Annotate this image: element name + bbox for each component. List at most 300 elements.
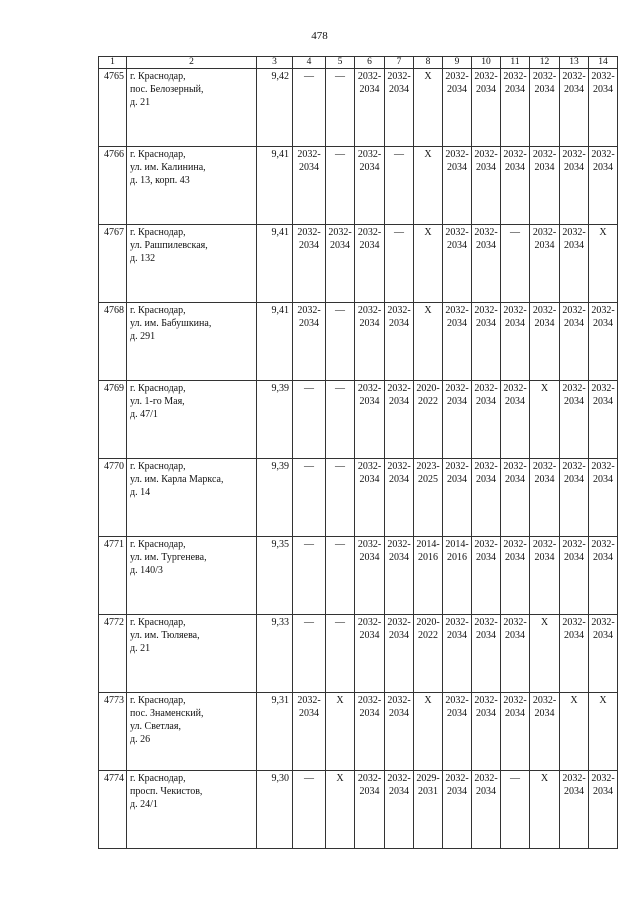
range-start: 2032-	[503, 71, 527, 82]
table-row	[99, 69, 618, 147]
range-start: 2032-	[562, 149, 586, 160]
schedule-cell	[414, 693, 443, 771]
range-end: 2034	[447, 84, 467, 95]
address-line: ул. 1-го Мая,	[130, 396, 185, 407]
range-start: 2032-	[532, 227, 557, 238]
dash-mark: —	[335, 149, 345, 160]
row-number: 4774	[99, 771, 127, 849]
range-start: 2032-	[357, 227, 382, 238]
row-number: 4766	[99, 147, 127, 225]
range-end: 2034	[476, 786, 496, 797]
address-line: г. Краснодар,	[130, 383, 186, 394]
address-line: ул. им. Бабушкина,	[130, 318, 212, 329]
range-start: 2032-	[445, 695, 469, 706]
schedule-cell	[589, 303, 618, 381]
column-header: 1	[99, 57, 127, 69]
table-row	[99, 615, 618, 693]
range-end: 2034	[505, 318, 525, 329]
register-table	[98, 56, 618, 849]
dash-mark: —	[304, 617, 314, 628]
schedule-cell	[501, 147, 530, 225]
range-end: 2034	[593, 552, 613, 563]
range-start: 2032-	[532, 461, 557, 472]
range-end: 2034	[593, 396, 613, 407]
schedule-cell	[385, 693, 414, 771]
range-end: 2034	[476, 552, 496, 563]
schedule-cell	[385, 69, 414, 147]
range-end: 2034	[359, 318, 380, 329]
schedule-cell	[414, 771, 443, 849]
range-end: 2034	[389, 786, 409, 797]
column-header: 13	[560, 57, 589, 69]
range-end: 2034	[505, 630, 525, 641]
address-line: ул. им. Карла Маркса,	[130, 474, 224, 485]
value-cell: 9,41	[257, 303, 293, 381]
schedule-cell	[501, 537, 530, 615]
dash-mark: —	[510, 227, 520, 238]
schedule-cell	[293, 147, 326, 225]
dash-mark: —	[304, 383, 314, 394]
dash-mark: —	[304, 461, 314, 472]
value-cell: 9,39	[257, 381, 293, 459]
address-line: ул. Светлая,	[130, 721, 181, 732]
table-row	[99, 459, 618, 537]
row-number: 4771	[99, 537, 127, 615]
address-line: г. Краснодар,	[130, 461, 186, 472]
range-start: 2032-	[357, 383, 382, 394]
schedule-cell	[293, 69, 326, 147]
range-start: 2032-	[474, 149, 498, 160]
range-start: 2032-	[474, 227, 498, 238]
schedule-cell	[293, 303, 326, 381]
address-line: д. 132	[130, 253, 156, 264]
dash-mark: —	[335, 617, 345, 628]
address-line: г. Краснодар,	[130, 149, 186, 160]
schedule-cell	[385, 147, 414, 225]
range-end: 2034	[505, 162, 525, 173]
range-end: 2034	[534, 84, 555, 95]
range-start: 2032-	[297, 149, 321, 160]
address-line: д. 21	[130, 97, 151, 108]
x-mark: X	[540, 773, 549, 784]
schedule-cell	[414, 459, 443, 537]
range-start: 2032-	[445, 773, 469, 784]
schedule-cell	[530, 459, 560, 537]
column-header: 3	[257, 57, 293, 69]
column-header: 10	[472, 57, 501, 69]
page-number: 478	[311, 30, 328, 42]
schedule-cell	[560, 459, 589, 537]
schedule-cell	[530, 69, 560, 147]
range-end: 2034	[564, 786, 584, 797]
range-end: 2022	[418, 396, 438, 407]
schedule-cell	[385, 537, 414, 615]
row-number: 4767	[99, 225, 127, 303]
range-end: 2034	[447, 708, 467, 719]
schedule-cell	[414, 615, 443, 693]
range-start: 2032-	[357, 461, 382, 472]
range-end: 2034	[447, 786, 467, 797]
address-cell	[127, 771, 257, 849]
range-end: 2034	[359, 630, 380, 641]
range-end: 2034	[564, 630, 584, 641]
range-end: 2034	[505, 396, 525, 407]
schedule-cell	[326, 69, 355, 147]
range-end: 2034	[359, 786, 380, 797]
range-end: 2034	[299, 240, 319, 251]
range-start: 2032-	[357, 617, 382, 628]
range-start: 2032-	[445, 227, 469, 238]
range-end: 2034	[534, 474, 555, 485]
schedule-cell	[326, 147, 355, 225]
value-cell: 9,41	[257, 147, 293, 225]
schedule-cell	[589, 771, 618, 849]
address-line: д. 291	[130, 331, 156, 342]
schedule-cell	[355, 693, 385, 771]
range-end: 2034	[476, 474, 496, 485]
x-mark: X	[336, 773, 344, 784]
range-end: 2016	[447, 552, 467, 563]
column-header: 12	[530, 57, 560, 69]
range-start: 2029-	[416, 773, 440, 784]
schedule-cell	[560, 381, 589, 459]
schedule-cell	[443, 459, 472, 537]
address-line: ул. им. Тюляева,	[130, 630, 200, 641]
range-end: 2034	[359, 240, 380, 251]
dash-mark: —	[304, 773, 314, 784]
range-start: 2032-	[387, 539, 411, 550]
range-start: 2032-	[591, 305, 615, 316]
range-end: 2034	[330, 240, 350, 251]
schedule-cell	[326, 693, 355, 771]
schedule-cell	[501, 225, 530, 303]
range-start: 2032-	[474, 539, 498, 550]
schedule-cell	[443, 615, 472, 693]
range-start: 2032-	[503, 695, 527, 706]
row-number: 4770	[99, 459, 127, 537]
address-line: ул. им. Тургенева,	[130, 552, 207, 563]
address-line: д. 140/3	[130, 565, 163, 576]
range-start: 2032-	[562, 383, 586, 394]
range-start: 2032-	[591, 461, 615, 472]
dash-mark: —	[304, 539, 314, 550]
schedule-cell	[560, 225, 589, 303]
range-end: 2034	[476, 396, 496, 407]
address-line: д. 26	[130, 734, 151, 745]
range-start: 2032-	[532, 149, 557, 160]
table-body	[99, 57, 618, 849]
range-end: 2034	[505, 474, 525, 485]
schedule-cell	[443, 537, 472, 615]
range-end: 2025	[418, 474, 438, 485]
address-line: д. 13, корп. 43	[130, 175, 190, 186]
address-line: пос. Белозерный,	[130, 84, 204, 95]
range-end: 2034	[564, 162, 584, 173]
schedule-cell	[589, 693, 618, 771]
range-end: 2022	[418, 630, 438, 641]
x-mark: X	[336, 695, 344, 706]
range-start: 2032-	[562, 617, 586, 628]
range-start: 2032-	[445, 305, 469, 316]
x-mark: X	[424, 227, 432, 238]
value-cell: 9,42	[257, 69, 293, 147]
range-start: 2032-	[387, 383, 411, 394]
range-end: 2034	[534, 318, 555, 329]
schedule-cell	[414, 147, 443, 225]
value-cell: 9,33	[257, 615, 293, 693]
address-line: ул. им. Калинина,	[130, 162, 206, 173]
schedule-cell	[385, 225, 414, 303]
dash-mark: —	[335, 383, 345, 394]
range-start: 2014-	[416, 539, 440, 550]
range-start: 2032-	[591, 617, 615, 628]
schedule-cell	[355, 771, 385, 849]
range-end: 2034	[447, 396, 467, 407]
range-end: 2034	[389, 396, 409, 407]
column-header: 6	[355, 57, 385, 69]
column-header: 5	[326, 57, 355, 69]
range-end: 2034	[359, 552, 380, 563]
range-start: 2032-	[503, 539, 527, 550]
schedule-cell	[472, 537, 501, 615]
schedule-cell	[355, 615, 385, 693]
range-end: 2034	[534, 552, 555, 563]
dash-mark: —	[394, 227, 404, 238]
schedule-cell	[443, 381, 472, 459]
range-start: 2032-	[591, 773, 615, 784]
range-end: 2034	[389, 708, 409, 719]
schedule-cell	[293, 537, 326, 615]
range-end: 2034	[299, 318, 319, 329]
schedule-cell	[560, 615, 589, 693]
range-end: 2034	[476, 162, 496, 173]
range-start: 2032-	[591, 71, 615, 82]
schedule-cell	[293, 225, 326, 303]
schedule-cell	[560, 69, 589, 147]
address-cell	[127, 69, 257, 147]
range-end: 2034	[389, 630, 409, 641]
table-row	[99, 381, 618, 459]
value-cell: 9,30	[257, 771, 293, 849]
schedule-cell	[326, 459, 355, 537]
range-end: 2034	[564, 84, 584, 95]
range-start: 2032-	[445, 383, 469, 394]
schedule-cell	[355, 303, 385, 381]
schedule-cell	[589, 459, 618, 537]
address-line: г. Краснодар,	[130, 617, 186, 628]
schedule-cell	[326, 225, 355, 303]
range-end: 2034	[447, 162, 467, 173]
range-start: 2032-	[297, 695, 321, 706]
range-start: 2032-	[357, 539, 382, 550]
schedule-cell	[472, 693, 501, 771]
schedule-cell	[560, 693, 589, 771]
address-cell	[127, 381, 257, 459]
schedule-cell	[501, 69, 530, 147]
range-end: 2031	[418, 786, 438, 797]
range-start: 2032-	[532, 539, 557, 550]
range-start: 2032-	[562, 227, 586, 238]
dash-mark: —	[510, 773, 520, 784]
schedule-cell	[472, 615, 501, 693]
range-end: 2034	[447, 630, 467, 641]
range-start: 2032-	[562, 461, 586, 472]
schedule-cell	[530, 693, 560, 771]
x-mark: X	[540, 617, 549, 628]
schedule-cell	[530, 537, 560, 615]
range-end: 2034	[593, 474, 613, 485]
range-end: 2034	[564, 474, 584, 485]
schedule-cell	[501, 303, 530, 381]
range-start: 2032-	[387, 695, 411, 706]
schedule-cell	[355, 69, 385, 147]
address-line: д. 24/1	[130, 799, 158, 810]
schedule-cell	[414, 225, 443, 303]
schedule-cell	[385, 303, 414, 381]
range-end: 2034	[389, 474, 409, 485]
range-start: 2032-	[445, 617, 469, 628]
range-start: 2032-	[357, 149, 382, 160]
range-start: 2032-	[474, 305, 498, 316]
range-start: 2023-	[416, 461, 440, 472]
range-start: 2032-	[387, 71, 411, 82]
schedule-cell	[355, 537, 385, 615]
range-end: 2034	[476, 240, 496, 251]
schedule-cell	[501, 459, 530, 537]
schedule-cell	[385, 615, 414, 693]
table-row	[99, 771, 618, 849]
dash-mark: —	[335, 461, 345, 472]
row-number: 4768	[99, 303, 127, 381]
schedule-cell	[560, 303, 589, 381]
schedule-cell	[355, 147, 385, 225]
range-end: 2034	[593, 786, 613, 797]
range-end: 2034	[505, 708, 525, 719]
address-cell	[127, 693, 257, 771]
range-end: 2034	[389, 318, 409, 329]
header-row	[99, 57, 618, 69]
schedule-cell	[443, 147, 472, 225]
column-header: 4	[293, 57, 326, 69]
range-start: 2032-	[445, 149, 469, 160]
range-end: 2034	[593, 318, 613, 329]
schedule-cell	[589, 69, 618, 147]
range-start: 2014-	[445, 539, 469, 550]
value-cell: 9,31	[257, 693, 293, 771]
schedule-cell	[293, 771, 326, 849]
range-end: 2034	[534, 240, 555, 251]
range-end: 2034	[299, 162, 319, 173]
range-end: 2034	[299, 708, 319, 719]
schedule-cell	[530, 147, 560, 225]
schedule-cell	[560, 147, 589, 225]
schedule-cell	[385, 459, 414, 537]
range-end: 2034	[476, 318, 496, 329]
range-end: 2034	[593, 630, 613, 641]
schedule-cell	[589, 225, 618, 303]
range-end: 2016	[418, 552, 438, 563]
schedule-cell	[560, 537, 589, 615]
schedule-cell	[530, 381, 560, 459]
schedule-cell	[414, 69, 443, 147]
range-end: 2034	[534, 162, 555, 173]
schedule-cell	[355, 225, 385, 303]
range-end: 2034	[389, 552, 409, 563]
address-cell	[127, 225, 257, 303]
address-line: г. Краснодар,	[130, 695, 186, 706]
range-start: 2032-	[474, 695, 498, 706]
range-start: 2032-	[474, 383, 498, 394]
schedule-cell	[443, 69, 472, 147]
range-end: 2034	[564, 396, 584, 407]
range-start: 2032-	[357, 695, 382, 706]
range-start: 2032-	[562, 71, 586, 82]
range-end: 2034	[564, 318, 584, 329]
schedule-cell	[472, 771, 501, 849]
dash-mark: —	[394, 149, 404, 160]
schedule-cell	[472, 303, 501, 381]
dash-mark: —	[304, 71, 314, 82]
address-cell	[127, 459, 257, 537]
range-end: 2034	[447, 474, 467, 485]
schedule-cell	[326, 615, 355, 693]
x-mark: X	[424, 71, 432, 82]
range-start: 2032-	[357, 305, 382, 316]
range-start: 2032-	[503, 461, 527, 472]
range-start: 2032-	[387, 461, 411, 472]
schedule-cell	[472, 225, 501, 303]
schedule-cell	[293, 693, 326, 771]
schedule-cell	[293, 381, 326, 459]
range-end: 2034	[564, 240, 584, 251]
value-cell: 9,35	[257, 537, 293, 615]
range-start: 2032-	[328, 227, 352, 238]
column-header: 11	[501, 57, 530, 69]
range-end: 2034	[359, 474, 380, 485]
table-row	[99, 303, 618, 381]
x-mark: X	[599, 227, 607, 238]
range-start: 2032-	[532, 71, 557, 82]
range-start: 2020-	[416, 383, 440, 394]
range-end: 2034	[593, 84, 613, 95]
schedule-cell	[472, 69, 501, 147]
table-row	[99, 537, 618, 615]
schedule-cell	[472, 147, 501, 225]
schedule-cell	[589, 147, 618, 225]
schedule-cell	[355, 381, 385, 459]
address-line: д. 21	[130, 643, 151, 654]
address-line: г. Краснодар,	[130, 305, 186, 316]
x-mark: X	[424, 305, 432, 316]
range-end: 2034	[389, 84, 409, 95]
address-cell	[127, 537, 257, 615]
schedule-cell	[293, 459, 326, 537]
x-mark: X	[540, 383, 549, 394]
range-start: 2032-	[503, 149, 527, 160]
range-end: 2034	[359, 84, 380, 95]
address-cell	[127, 147, 257, 225]
range-end: 2034	[564, 552, 584, 563]
schedule-cell	[414, 381, 443, 459]
range-start: 2032-	[591, 383, 615, 394]
address-line: пос. Знаменский,	[130, 708, 204, 719]
schedule-cell	[443, 303, 472, 381]
range-end: 2034	[476, 630, 496, 641]
schedule-cell	[472, 381, 501, 459]
address-line: г. Краснодар,	[130, 71, 186, 82]
address-line: д. 47/1	[130, 409, 158, 420]
schedule-cell	[326, 303, 355, 381]
